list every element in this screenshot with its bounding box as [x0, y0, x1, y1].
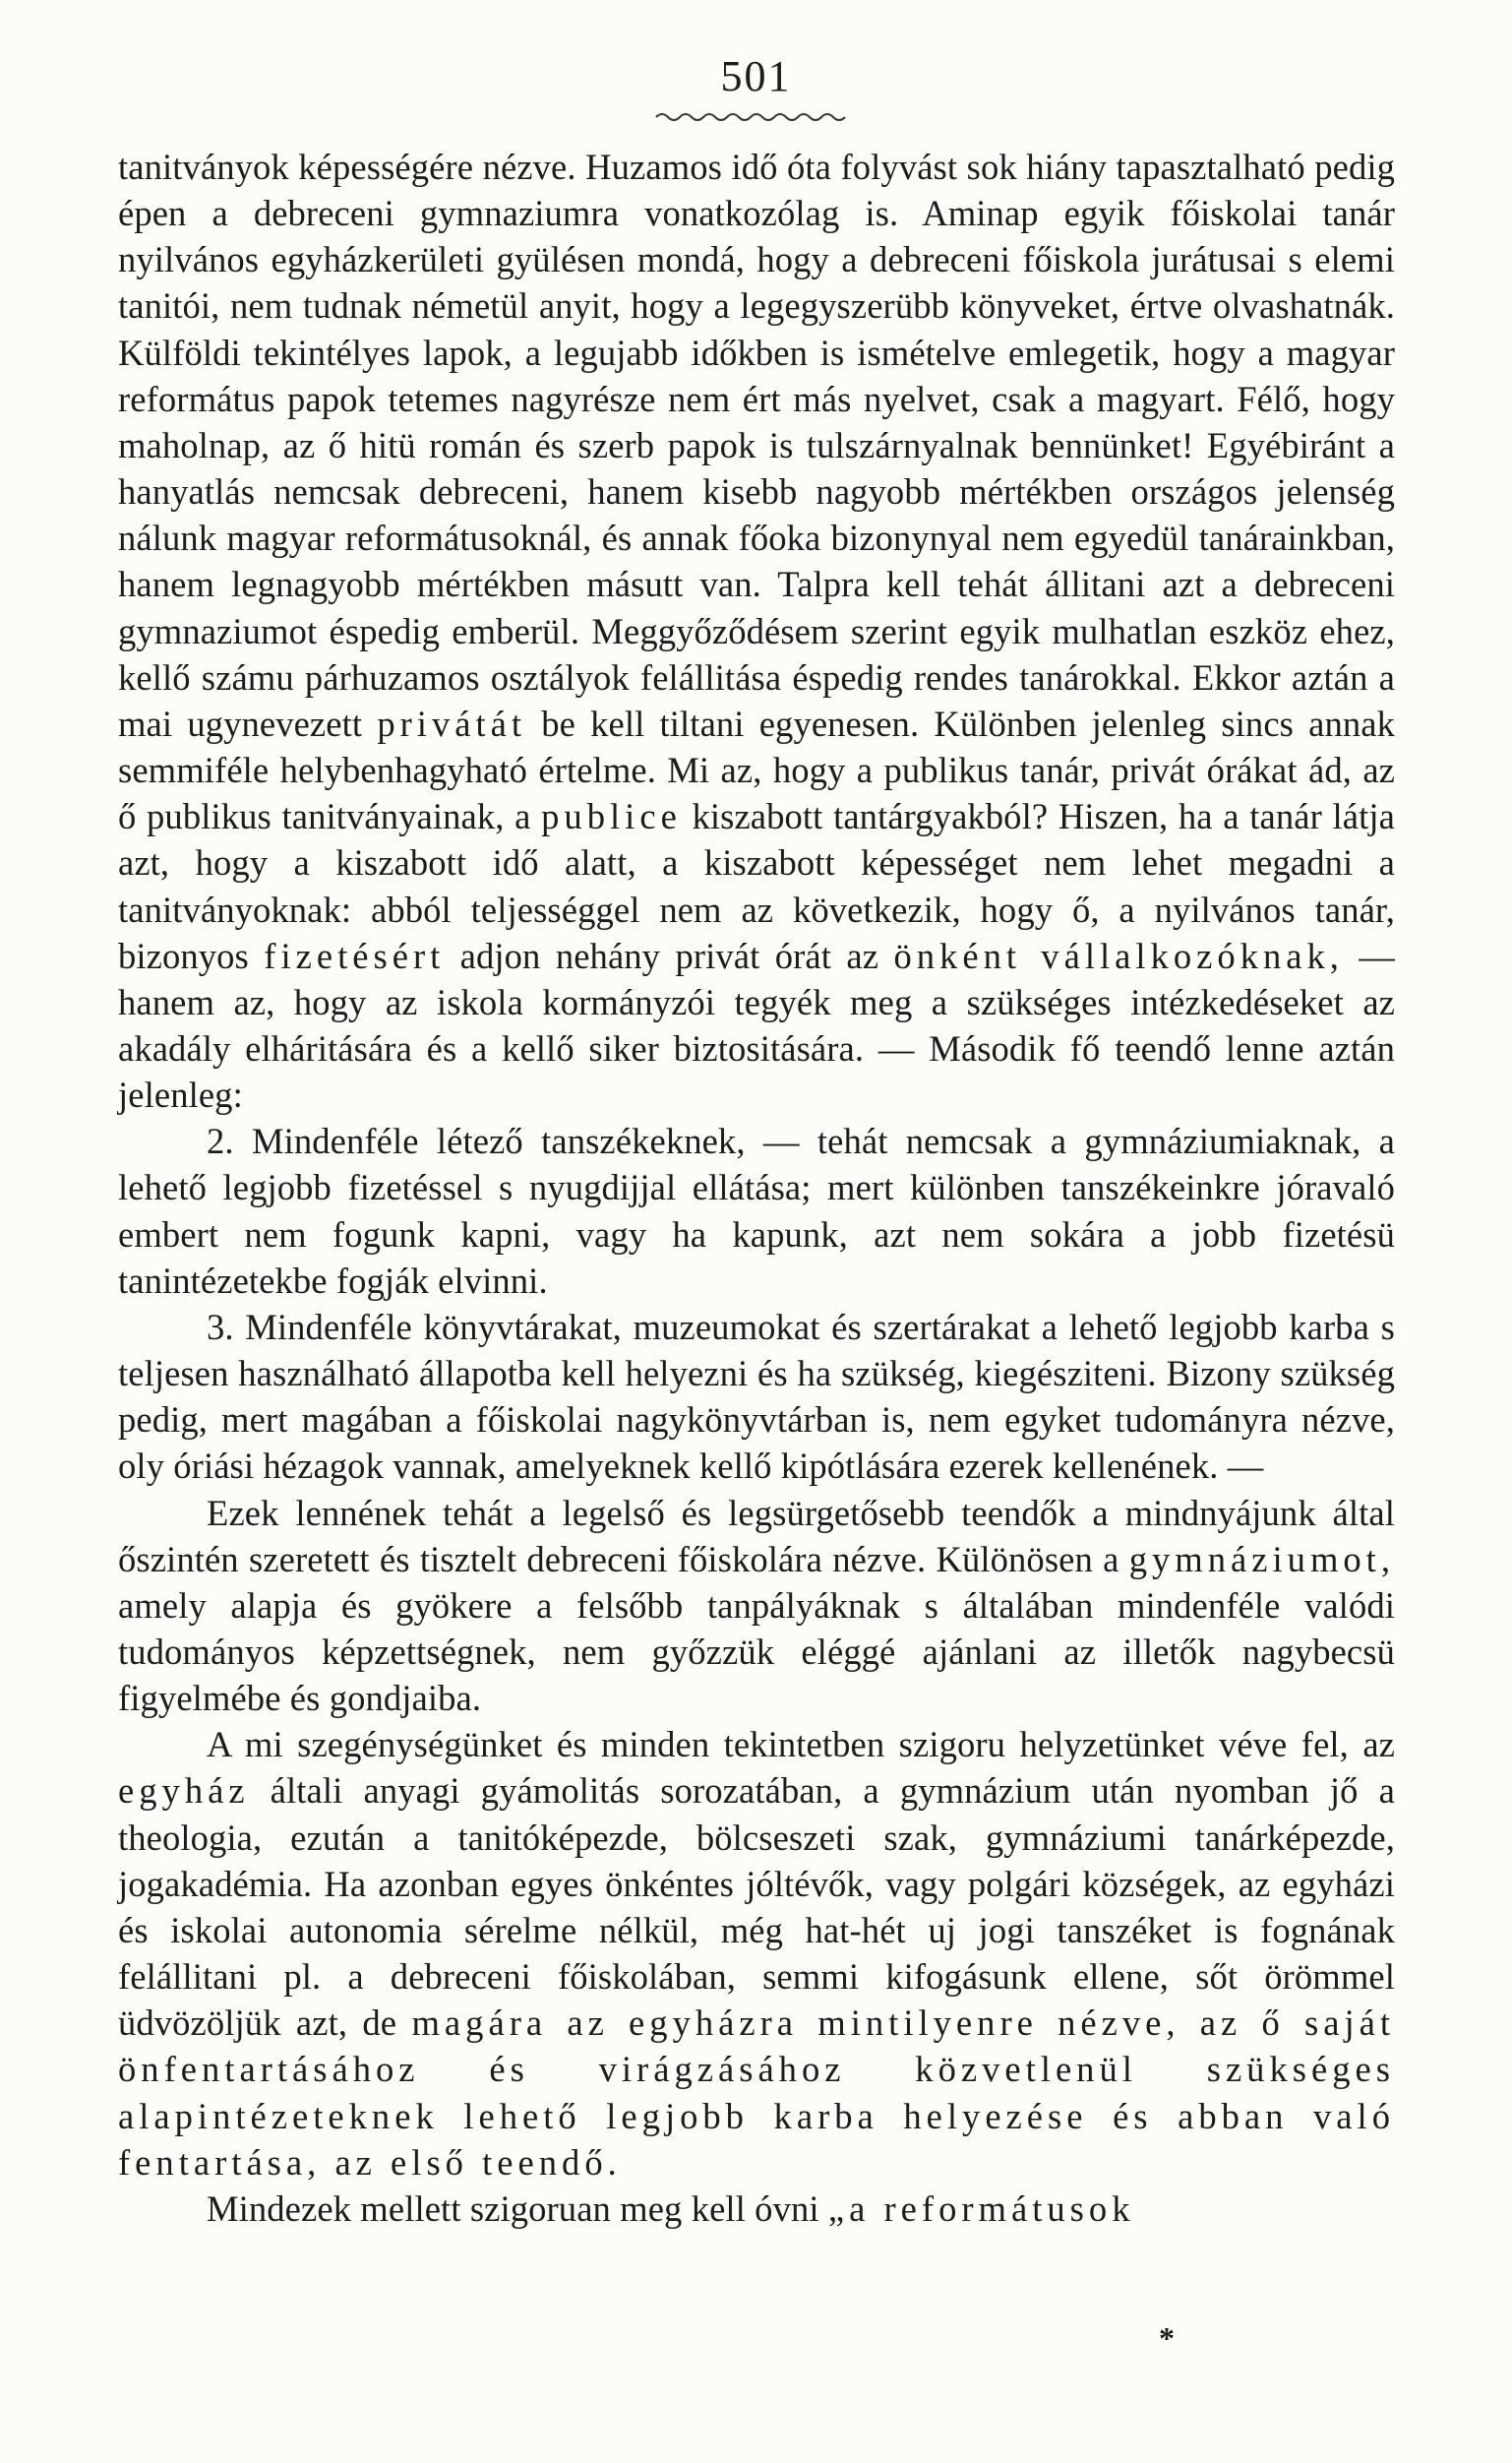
spaced-emphasis: önként vállalkozóknak, [893, 935, 1344, 976]
signature-mark: * [1159, 2320, 1175, 2356]
paragraph [118, 1118, 1395, 1304]
paragraph [118, 1304, 1395, 1490]
text-run: be kell tiltani egyenesen. Különben jelenleg sincs annak semmiféle helybenhagyható értelme. Mi az, hogy a publikus tanár, privát órákat ád, az ő publikus tanitványainak, a [118, 703, 1395, 837]
page-number: 501 [720, 52, 792, 100]
spaced-emphasis: „a reformátusok [827, 2187, 1135, 2229]
text-run: tanitványok képességére nézve. Huzamos idő óta folyvást sok hiány tapasztalható pedig épen a debreceni gymnaziumra vonatkozólag is. Aminap egyik főiskolai tanár nyilvános egyházkerületi gyülésen mondá, hogy a debreceni főiskola jurátusai s elemi tanitói, nem tudnak németül anyit, hogy a legegyszerübb könyveket, értve olvashatnák. Külföldi tekintélyes lapok, a legujabb időkben is ismételve emlegetik, hogy a magyar református papok tetemes nagyrésze nem ért más nyelvet, csak a magyart. Félő, hogy maholnap, az ő hitü román és szerb papok is tulszárnyalnak bennünket! Egyébiránt a hanyatlás nemcsak debreceni, hanem kisebb nagyobb mértékben országos jelenség nálunk magyar reformátusoknál, és annak főoka bizonynyal nem egyedül tanárainkban, hanem legnagyobb mértékben másutt van. Talpra kell tehát állitani azt a debreceni gymnaziumot éspedig emberül. Meggyőződésem szerint egyik mulhatlan eszköz ehez, kellő számu párhuzamos osztályok felállitása éspedig rendes tanárokkal. Ekkor aztán a mai ugynevezett [118, 147, 1395, 744]
paragraph [118, 144, 1395, 1118]
text-run: 3. Mindenféle könyvtárakat, muzeumokat és szertárakat a lehető legjobb karba s teljesen használható állapotba kell helyezni és ha szükség, kiegésziteni. Bizony szükség pedig, mert magában a főiskolai nagykönyvtárban is, nem egyket tudományra nézve, oly óriási hézagok vannak, amelyeknek kellő kipótlására ezerek kellenének. — [118, 1306, 1395, 1487]
spaced-emphasis: publice [541, 796, 682, 837]
spaced-emphasis: magára az egyházra mintilyenre nézve, az ő saját önfentartásához és virágzásához közvetlenül szükséges alapintézeteknek lehető legjobb karba helyezése és abban való fentartása, az első teendő. [118, 2002, 1396, 2183]
spaced-emphasis: gymnáziumot, [1128, 1538, 1395, 1579]
text-run: amely alapja és gyökere a felsőbb tanpályáknak s általában mindenféle valódi tudományos képzettségnek, nem győzzük eléggé ajánlani az illetők nagybecsü figyelmébe és gondjaiba. [118, 1584, 1395, 1719]
paragraph [118, 1721, 1395, 2186]
wavy-rule-ornament [654, 110, 855, 124]
paragraph [118, 2186, 1395, 2232]
text-run: általi anyagi gyámolitás sorozatában, a gymnázium után nyomban jő a theologia, ezután a tanitóképezde, bölcseszeti szak, gymnáziumi tanárképezde, jogakadémia. Ha azonban egyes önkéntes jóltévők, vagy polgári községek, az egyházi és iskolai autonomia sérelme nélkül, még hat-hét uj jogi tanszéket is fognának felállitani pl. a debreceni főiskolában, semmi kifogásunk ellene, sőt örömmel üdvözöljük azt, de [118, 1770, 1395, 2044]
text-run: A mi szegénységünket és minden tekintetben szigoru helyzetünket véve fel, az [207, 1724, 1395, 1765]
spaced-emphasis: privátát [377, 703, 527, 744]
text-run: Mindezek mellett szigoruan meg kell óvni [207, 2187, 828, 2229]
text-run: — hanem az, hogy az iskola kormányzói tegyék meg a szükséges intézkedéseket az akadály elháritására és a kellő siker biztositására. — Második fő teendő lenne aztán jelenleg: [118, 935, 1395, 1116]
spaced-emphasis: fizetésért [264, 935, 446, 976]
spaced-emphasis: egyház [118, 1770, 250, 1812]
body-text [118, 144, 1395, 2232]
paragraph [118, 1490, 1395, 1722]
text-run: 2. Mindenféle létező tanszékeknek, — tehát nemcsak a gymnáziumiaknak, a lehető legjobb fizetéssel s nyugdijjal ellátása; mert különben tanszékeinkre jóravaló embert nem fogunk kapni, vagy ha kapunk, azt nem sokára a jobb fizetésü tanintézetekbe fogják elvinni. [118, 1121, 1395, 1301]
text-run: kiszabott tantárgyakból? Hiszen, ha a tanár látja azt, hogy a kiszabott idő alatt, a kiszabott képességet nem lehet megadni a tanitványoknak: abból teljességgel nem az következik, hogy ő, a nyilvános tanár, bizonyos [118, 796, 1395, 976]
text-run: Ezek lennének tehát a legelső és legsürgetősebb teendők a mindnyájunk által őszintén szeretett és tisztelt debreceni főiskolára nézve. Különösen a [118, 1492, 1395, 1579]
text-run: adjon nehány privát órát az [445, 935, 894, 976]
